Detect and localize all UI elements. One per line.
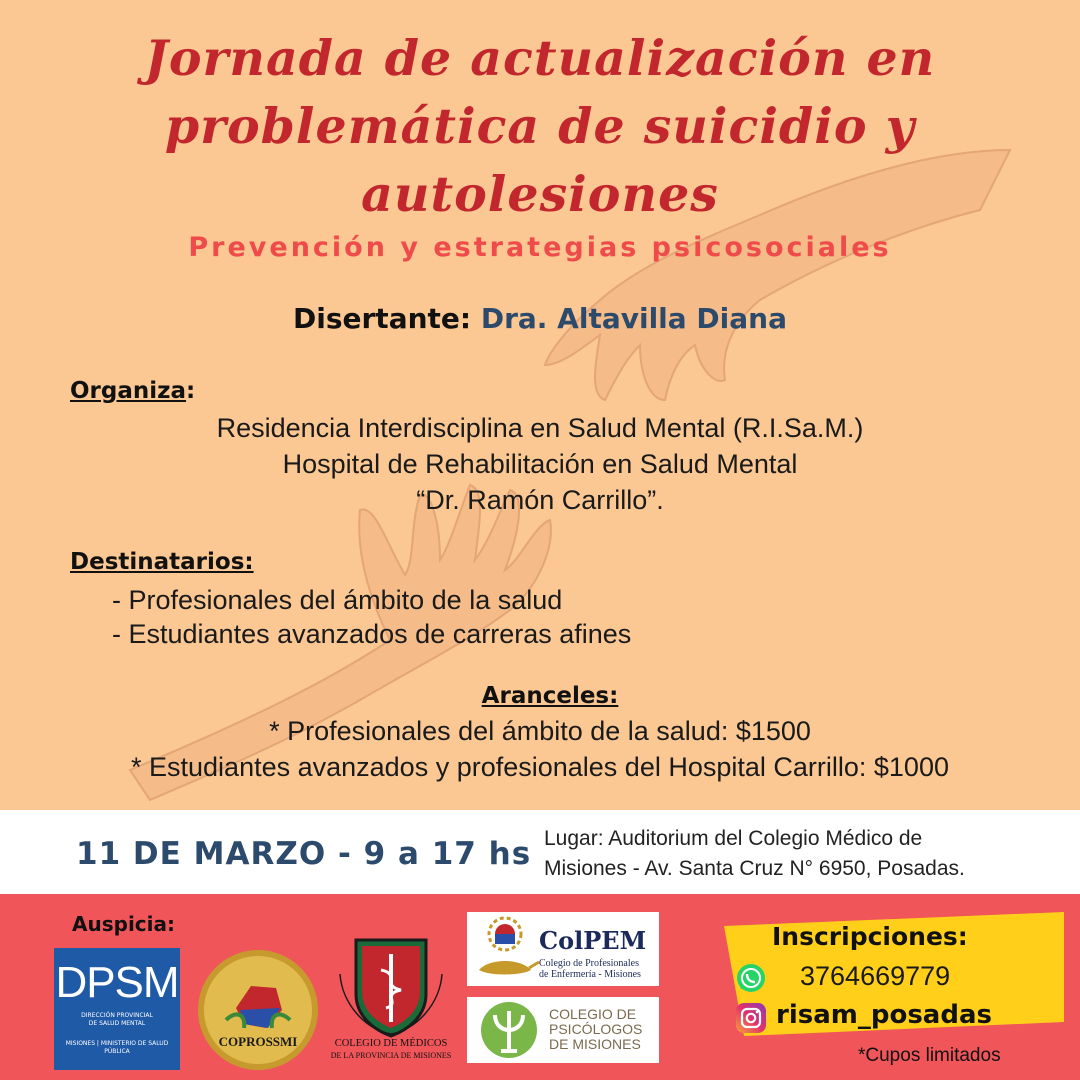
colegio-medicos-line-2: DE LA PROVINCIA DE MISIONES xyxy=(330,1051,452,1060)
organiza-heading xyxy=(70,378,195,404)
organiza-colon: : xyxy=(186,378,196,404)
colegio-medicos-shield xyxy=(326,934,456,1038)
colpem-line-1: Colegio de Profesionales xyxy=(539,958,639,969)
organiza-line-2: Hospital de Rehabilitación en Salud Mental xyxy=(282,449,798,479)
dpsm-line-3: MISIONES | MINISTERIO DE SALUD PÚBLICA xyxy=(65,1040,169,1055)
title-line-2: problemática de suicidio y xyxy=(164,97,916,155)
title-line-3: autolesiones xyxy=(361,165,719,223)
coprossmi-name: COPROSSMI xyxy=(218,1034,298,1049)
destinatarios-heading: Destinatarios: xyxy=(70,549,254,575)
psi-icon xyxy=(475,997,545,1063)
dpsm-logo xyxy=(54,948,180,1070)
dpsm-line-1: DIRECCIÓN PROVINCIAL xyxy=(81,1012,153,1019)
list-item: - Estudiantes avanzados de carreras afines xyxy=(112,619,632,649)
speaker-name: Dra. Altavilla Diana xyxy=(480,302,787,335)
event-subtitle: Prevención y estrategias psicosociales xyxy=(188,232,892,263)
colegio-psicologos-line-3: DE MISIONES xyxy=(549,1036,641,1052)
venue-line-1: Lugar: Auditorium del Colegio Médico de xyxy=(544,827,923,850)
dpsm-acronym: DPSM xyxy=(55,958,179,1007)
dpsm-line-2: DE SALUD MENTAL xyxy=(88,1020,146,1027)
colegio-psicologos-text xyxy=(549,1007,642,1052)
aranceles-list xyxy=(40,713,1040,785)
colpem-subtitle xyxy=(539,958,641,980)
sponsors-label: Auspicia: xyxy=(72,912,175,936)
aranceles-heading xyxy=(0,683,1080,709)
coprossmi-logo xyxy=(196,948,320,1072)
cupos-note: *Cupos limitados xyxy=(858,1045,1001,1066)
organiza-heading-text: Organiza xyxy=(70,378,187,404)
whatsapp-icon xyxy=(736,963,766,993)
inscripciones-title: Inscripciones: xyxy=(772,922,968,951)
organiza-text xyxy=(40,410,1040,518)
colegio-psicologos-logo xyxy=(467,997,659,1063)
colegio-psicologos-line-1: COLEGIO DE xyxy=(549,1006,637,1022)
colegio-medicos-logo xyxy=(326,934,456,1072)
instagram-handle[interactable]: risam_posadas xyxy=(776,1000,992,1030)
organiza-line-3: “Dr. Ramón Carrillo”. xyxy=(416,485,664,515)
coprossmi-emblem xyxy=(196,948,320,1072)
destinatarios-list xyxy=(112,583,631,651)
list-item: * Profesionales del ámbito de la salud: $1500 xyxy=(269,716,811,746)
colpem-name: ColPEM xyxy=(539,926,647,955)
list-item: * Estudiantes avanzados y profesionales del Hospital Carrillo: $1000 xyxy=(131,752,949,782)
colpem-lamp-icon xyxy=(469,912,541,986)
speaker-line xyxy=(40,302,1040,335)
speaker-label: Disertante: xyxy=(293,302,472,335)
colegio-medicos-line-1: COLEGIO DE MÉDICOS xyxy=(334,1038,448,1049)
instagram-icon xyxy=(735,1002,767,1034)
event-date: 11 DE MARZO - 9 a 17 hs xyxy=(76,836,532,872)
colpem-logo xyxy=(467,912,659,986)
venue-line-2: Misiones - Av. Santa Cruz N° 6950, Posadas. xyxy=(544,857,965,880)
title-line-1: Jornada de actualización en xyxy=(144,29,936,87)
event-venue xyxy=(544,824,1044,884)
list-item: - Profesionales del ámbito de la salud xyxy=(112,585,563,615)
organiza-line-1: Residencia Interdisciplina en Salud Mental (R.I.Sa.M.) xyxy=(216,413,864,443)
phone-number[interactable]: 3764669779 xyxy=(800,961,951,991)
aranceles-heading-text: Aranceles: xyxy=(481,683,619,709)
colpem-line-2: de Enfermería - Misiones xyxy=(539,969,641,980)
event-title xyxy=(40,24,1040,228)
colegio-medicos-caption xyxy=(326,1038,456,1062)
colegio-psicologos-line-2: PSICÓLOGOS xyxy=(549,1021,643,1037)
